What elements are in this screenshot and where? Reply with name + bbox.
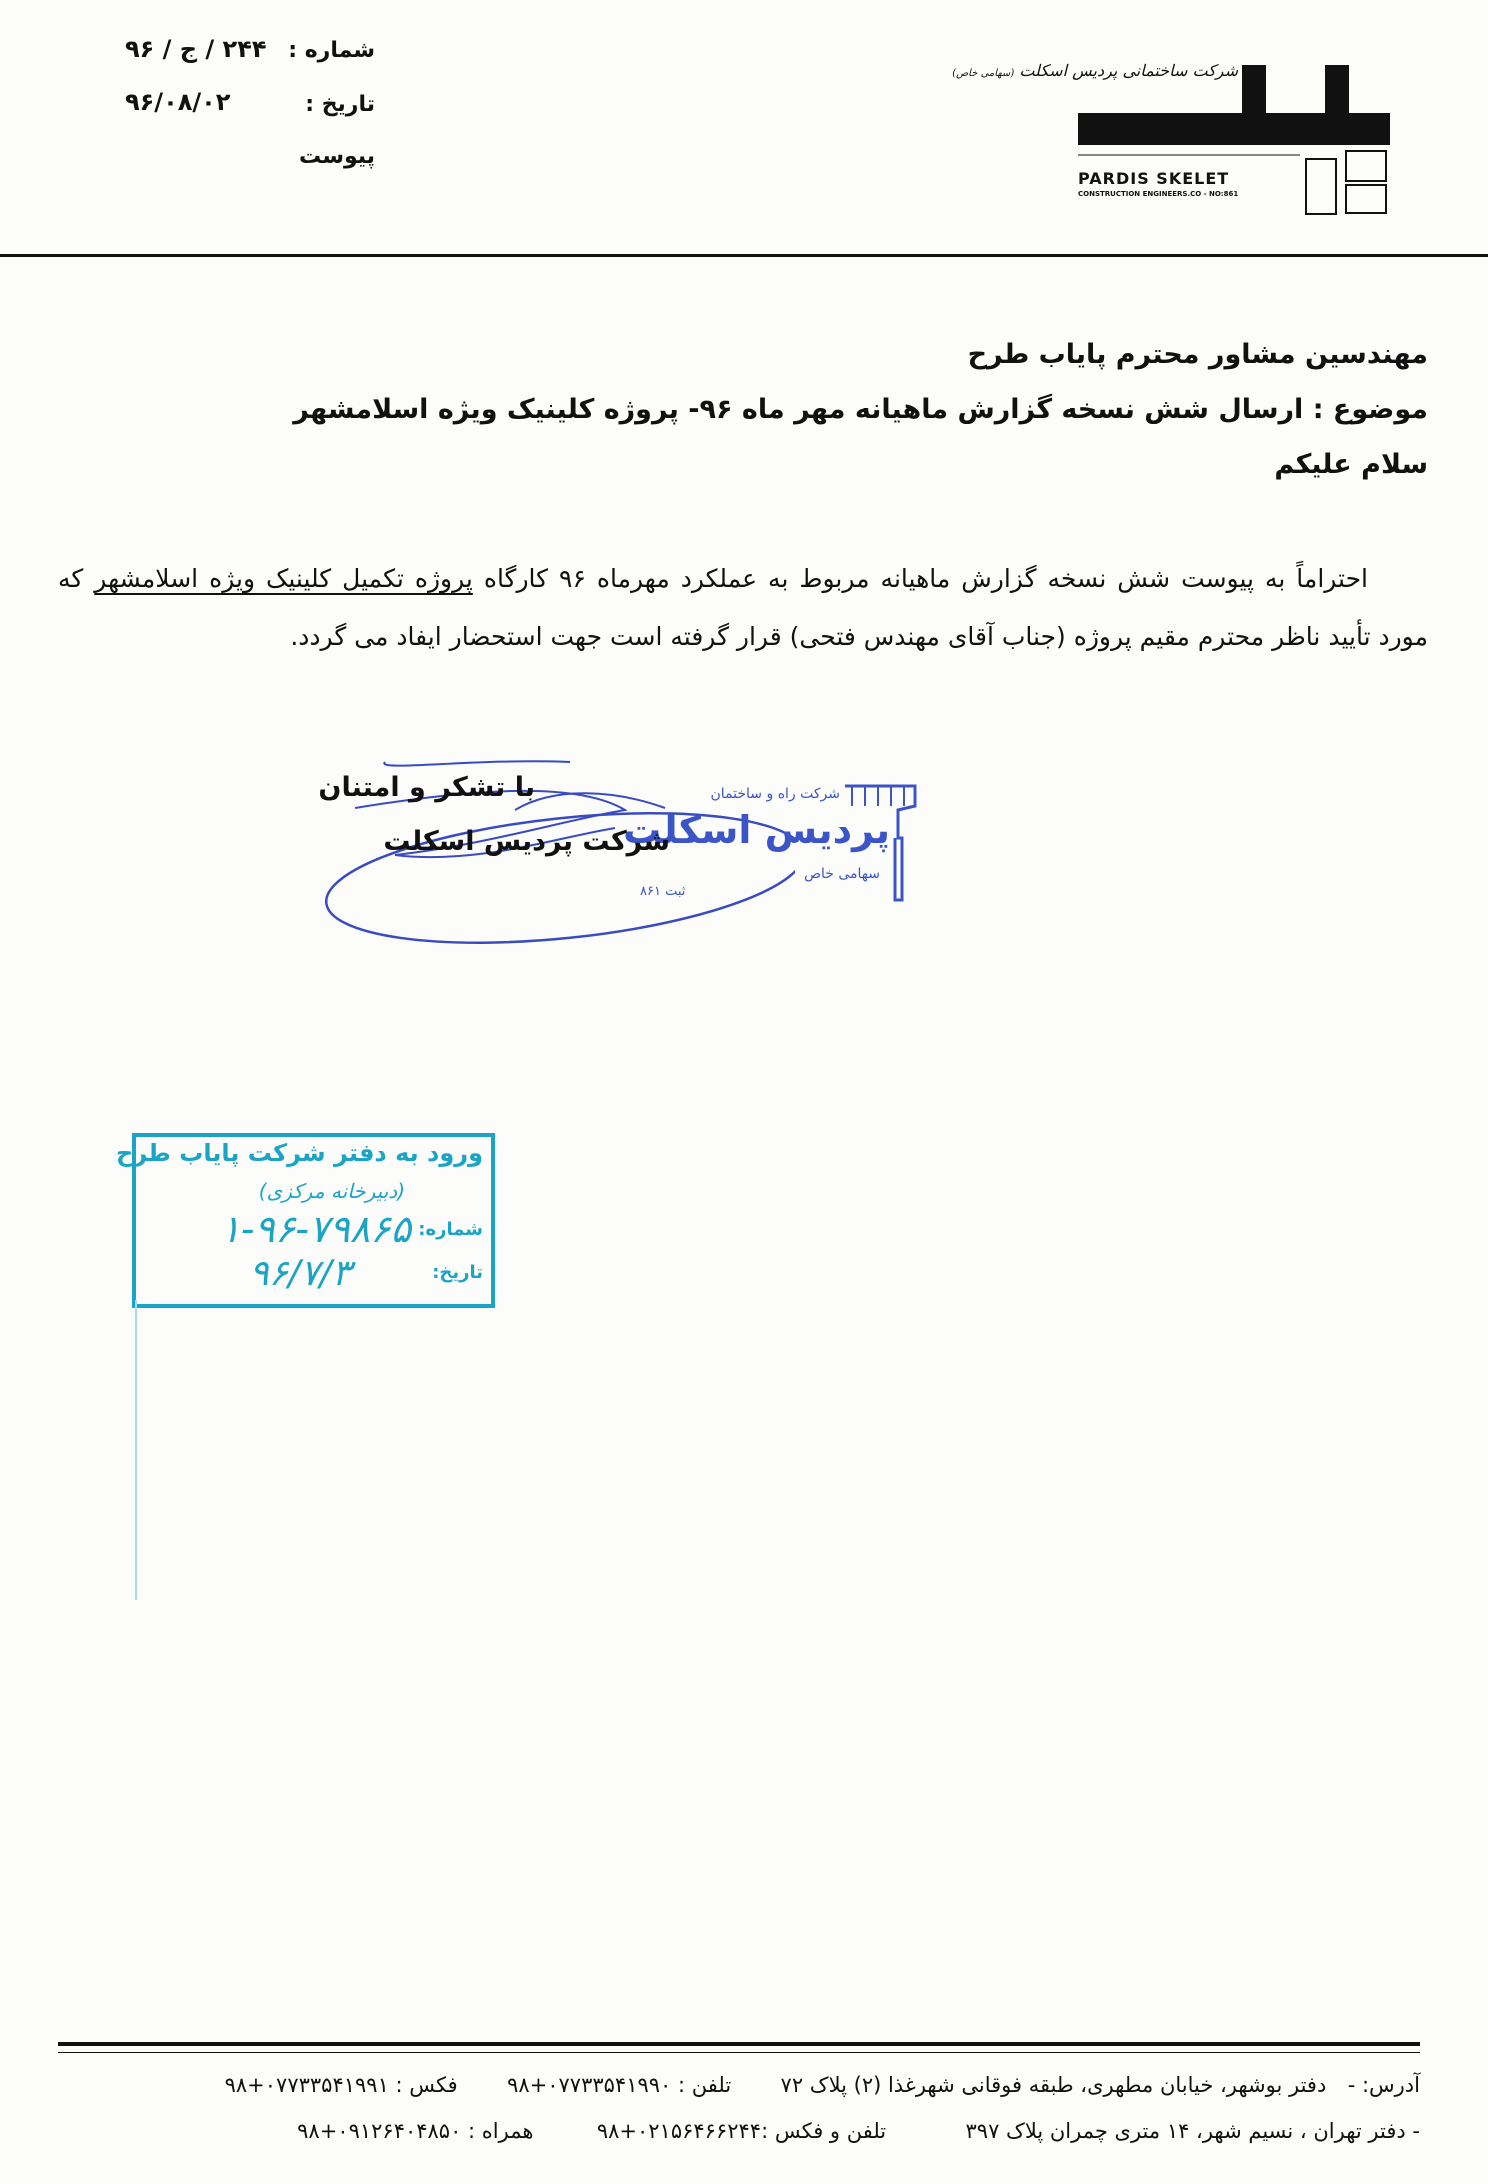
- receipt-date-value: ۹۶/۷/۳: [249, 1253, 351, 1294]
- receipt-number-label: شماره:: [418, 1219, 483, 1240]
- letter-date-value: ۹۶/۰۸/۰۲: [125, 88, 231, 116]
- letter-date-label: تاریخ :: [305, 92, 375, 117]
- footer-office2-phone: تلفن و فکس :۰۲۱۵۶۴۶۶۲۴۴+۹۸: [596, 2119, 887, 2143]
- footer-line-2: [297, 2119, 1420, 2143]
- logo-persian-suffix: (سهامی خاص): [952, 68, 1015, 79]
- subject-line: موضوع : ارسال شش نسخه گزارش ماهیانه مهر ماه ۹۶- پروژه کلینیک ویژه اسلامشهر: [293, 394, 1428, 425]
- stamp-ink-line: [135, 1300, 137, 1600]
- body-text-part2: که مورد تأیید ناظر محترم مقیم پروژه (جناب آقای مهندس فتحی) قرار گرفته است جهت استحضار ایفاد می گردد.: [58, 564, 1428, 651]
- recipient-line: مهندسین مشاور محترم پایاب طرح: [967, 339, 1428, 370]
- closing-line: با تشکر و امتنان: [318, 772, 535, 803]
- seal-registration: ثبت ۸۶۱: [640, 884, 686, 899]
- letter-number-label: شماره :: [288, 38, 375, 63]
- footer-office1-fax: فکس : ۰۷۷۳۳۵۴۱۹۹۱+۹۸: [224, 2073, 458, 2097]
- signatory-company: شرکت پردیس اسکلت: [383, 826, 670, 857]
- attachment-label: پیوست: [299, 144, 375, 169]
- footer-office1-phone: تلفن : ۰۷۷۳۳۵۴۱۹۹۰+۹۸: [507, 2073, 732, 2097]
- letter-number-value: ۲۴۴ / ج / ۹۶: [125, 35, 267, 63]
- footer-address-label: آدرس: -: [1347, 2073, 1420, 2097]
- company-logo: [952, 55, 1420, 220]
- receipt-stamp: [116, 1133, 495, 1308]
- body-text-part1: احتراماً به پیوست شش نسخه گزارش ماهیانه مربوط به عملکرد مهرماه ۹۶ کارگاه: [472, 564, 1368, 593]
- seal-company-type: سهامی خاص: [804, 866, 880, 882]
- receipt-number-value: ۱-۹۶-۷۹۸۶۵: [220, 1207, 411, 1251]
- logo-english-sub: CONSTRUCTION ENGINEERS.CO - NO:861: [1078, 190, 1239, 198]
- footer-office2-mobile: همراه : ۰۹۱۲۶۴۰۴۸۵۰+۹۸: [297, 2119, 534, 2143]
- receipt-stamp-title: ورود به دفتر شرکت پایاب طرح: [116, 1139, 483, 1167]
- footer-divider-thin: [58, 2052, 1420, 2053]
- header-divider: [0, 254, 1488, 257]
- receipt-date-label: تاریخ:: [432, 1262, 483, 1283]
- body-project-name: پروژه تکمیل کلینیک ویژه اسلامشهر: [94, 564, 473, 593]
- seal-top-text: شرکت راه و ساختمان: [710, 786, 840, 802]
- footer-office1-address: دفتر بوشهر، خیابان مطهری، طبقه فوقانی شهرغذا (۲) پلاک ۷۲: [780, 2073, 1327, 2097]
- footer-divider-thick: [58, 2042, 1420, 2046]
- greeting-line: سلام علیکم: [1274, 449, 1428, 480]
- receipt-stamp-subtitle: (دبیرخانه مرکزی): [258, 1179, 405, 1203]
- logo-english-name: PARDIS SKELET: [1078, 169, 1230, 188]
- footer-office2-address: - دفتر تهران ، نسیم شهر، ۱۴ متری چمران پلاک ۳۹۷: [965, 2119, 1420, 2143]
- seal-company-name: پردیس اسکلت: [623, 808, 890, 852]
- letter-body: [58, 550, 1428, 666]
- footer-line-1: [225, 2073, 1420, 2097]
- logo-persian-name: شرکت ساختمانی پردیس اسکلت: [1019, 61, 1238, 80]
